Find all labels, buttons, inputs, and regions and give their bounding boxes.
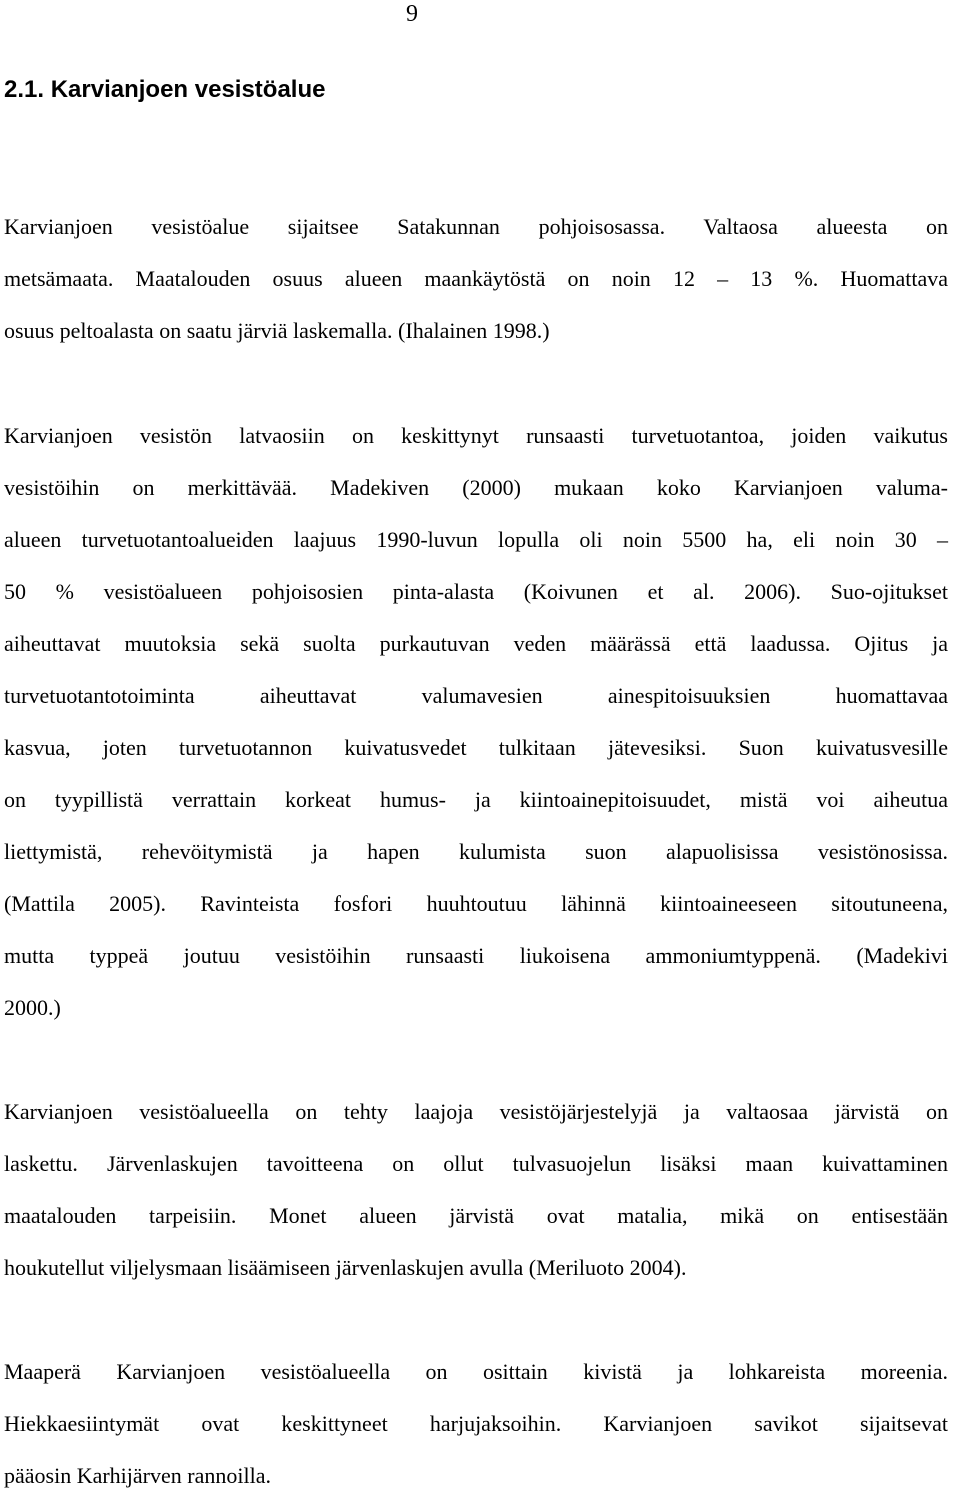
paragraph-line: Karvianjoen vesistöalueella on tehty laajoja vesistöjärjestelyjä ja valtaosaa järvistä on [4,1099,948,1124]
paragraph-line: alueen turvetuotantoalueiden laajuus 1990-luvun lopulla oli noin 5500 ha, eli noin 30 – [4,527,948,552]
paragraph-line: metsämaata. Maatalouden osuus alueen maankäytöstä on noin 12 – 13 %. Huomattava [4,266,948,291]
paragraph-line: osuus peltoalasta on saatu järviä laskemalla. (Ihalainen 1998.) [4,318,550,343]
paragraph-line: 2000.) [4,995,61,1020]
paragraph-line: vesistöihin on merkittävää. Madekiven (2000) mukaan koko Karvianjoen valuma- [4,475,948,500]
section-heading: 2.1. Karvianjoen vesistöalue [4,76,326,103]
paragraph-line: on tyypillistä verrattain korkeat humus- ja kiintoainepitoisuudet, mistä voi aiheutua [4,787,948,812]
paragraph-line: laskettu. Järvenlaskujen tavoitteena on ollut tulvasuojelun lisäksi maan kuivattaminen [4,1151,948,1176]
paragraph-line: mutta typpeä joutuu vesistöihin runsaasti liukoisena ammoniumtyppenä. (Madekivi [4,943,948,968]
paragraph-line: Hiekkaesiintymät ovat keskittyneet harjujaksoihin. Karvianjoen savikot sijaitsevat [4,1411,948,1436]
paragraph-line: Karvianjoen vesistön latvaosiin on keskittynyt runsaasti turvetuotantoa, joiden vaikutus [4,423,948,448]
paragraph-line: (Mattila 2005). Ravinteista fosfori huuhtoutuu lähinnä kiintoaineeseen sitoutuneena, [4,891,948,916]
paragraph-line: 50 % vesistöalueen pohjoisosien pinta-alasta (Koivunen et al. 2006). Suo-ojitukset [4,579,948,604]
paragraph-line: turvetuotantotoiminta aiheuttavat valumavesien ainespitoisuuksien huomattavaa [4,683,948,708]
page-number: 9 [406,1,418,27]
paragraph-line: maatalouden tarpeisiin. Monet alueen järvistä ovat matalia, mikä on entisestään [4,1203,948,1228]
paragraph-line: aiheuttavat muutoksia sekä suolta purkautuvan veden määrässä että laadussa. Ojitus ja [4,631,948,656]
paragraph-line: houkutellut viljelysmaan lisäämiseen järvenlaskujen avulla (Meriluoto 2004). [4,1255,687,1280]
paragraph-line: kasvua, joten turvetuotannon kuivatusvedet tulkitaan jätevesiksi. Suon kuivatusvesille [4,735,948,760]
paragraph-line: Karvianjoen vesistöalue sijaitsee Satakunnan pohjoisosassa. Valtaosa alueesta on [4,214,948,239]
paragraph-line: Maaperä Karvianjoen vesistöalueella on osittain kivistä ja lohkareista moreenia. [4,1359,948,1384]
paragraph-line: liettymistä, rehevöitymistä ja hapen kulumista suon alapuolisissa vesistönosissa. [4,839,948,864]
paragraph-line: pääosin Karhijärven rannoilla. [4,1463,271,1488]
